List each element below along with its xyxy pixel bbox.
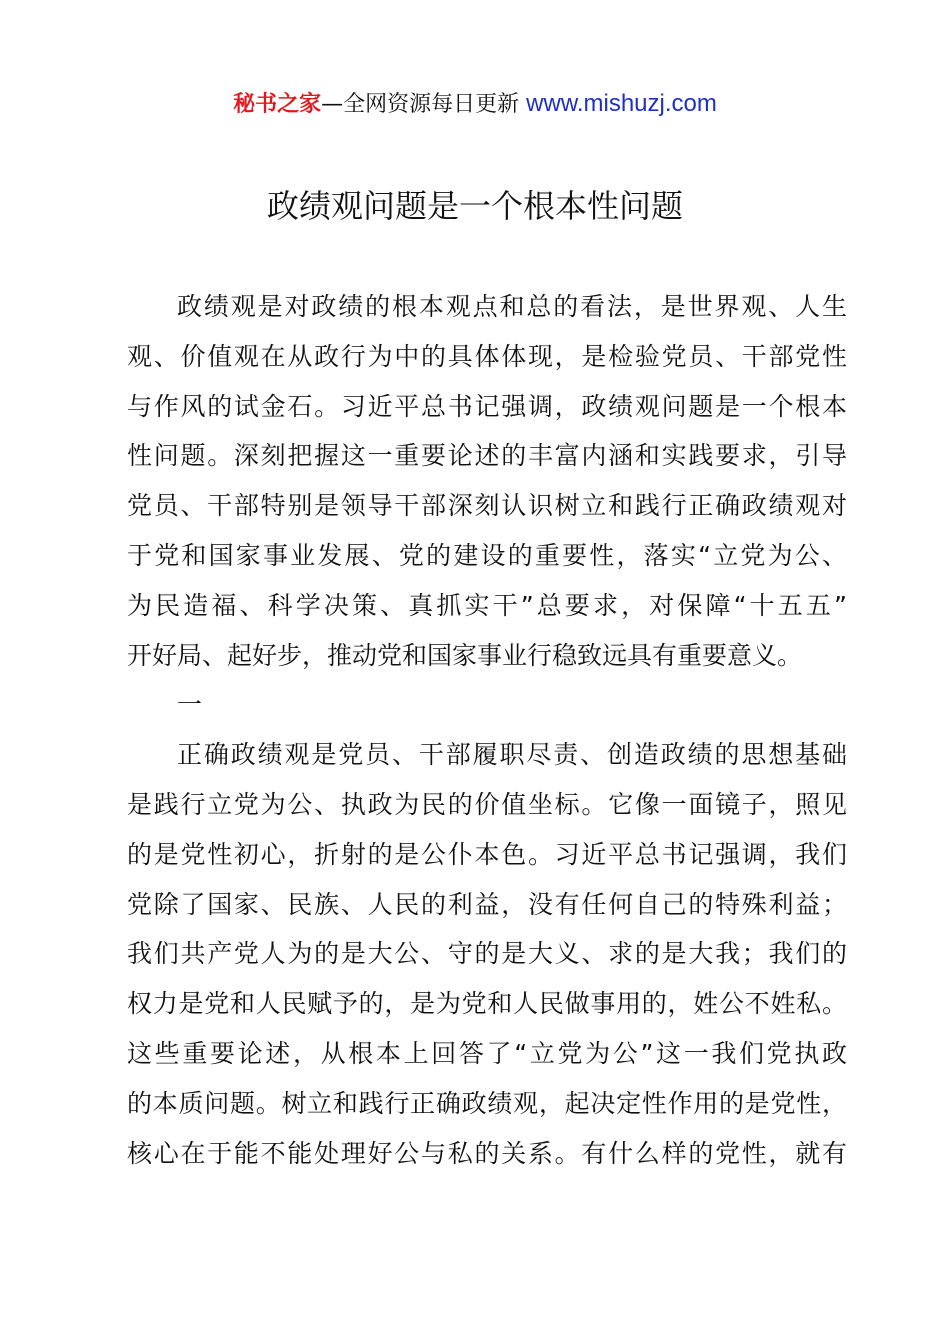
document-title: 政绩观问题是一个根本性问题 xyxy=(266,187,683,225)
paragraph-line: 的本质问题。树立和践行正确政绩观，起决定性作用的是党性， xyxy=(127,1088,847,1118)
paragraph-line: 性问题。深刻把握这一重要论述的丰富内涵和实践要求，引导 xyxy=(127,441,847,471)
paragraph-line: 这些重要论述，从根本上回答了“立党为公”这一我们党执政 xyxy=(127,1038,847,1068)
paragraph-line: 是践行立党为公、执政为民的价值坐标。它像一面镜子，照见 xyxy=(127,789,847,819)
site-url-link[interactable]: www.mishuzj.com xyxy=(526,90,717,117)
paragraph-line: 的是党性初心，折射的是公仆本色。习近平总书记强调，我们 xyxy=(127,839,847,869)
paragraph-2 xyxy=(127,730,847,1178)
paragraph-line: 与作风的试金石。习近平总书记强调，政绩观问题是一个根本 xyxy=(127,391,847,421)
paragraph-line: 于党和国家事业发展、党的建设的重要性，落实“立党为公、 xyxy=(127,540,847,570)
site-brand: 秘书之家 xyxy=(233,92,322,117)
paragraph-line: 核心在于能不能处理好公与私的关系。有什么样的党性，就有 xyxy=(127,1138,847,1168)
paragraph-line: 党除了国家、民族、人民的利益，没有任何自己的特殊利益； xyxy=(127,889,847,919)
paragraph-1 xyxy=(127,282,847,680)
paragraph-line: 我们共产党人为的是大公、守的是大义、求的是大我；我们的 xyxy=(127,939,847,969)
paragraph-line: 政绩观是对政绩的根本观点和总的看法，是世界观、人生 xyxy=(177,292,847,321)
paragraph-line: 权力是党和人民赋予的，是为党和人民做事用的，姓公不姓私。 xyxy=(127,989,847,1019)
document-body xyxy=(127,282,847,1178)
paragraph-line: 开好局、起好步，推动党和国家事业行稳致远具有重要意义。 xyxy=(127,640,803,670)
paragraph-line: 为民造福、科学决策、真抓实干”总要求，对保障“十五五” xyxy=(127,590,847,620)
paragraph-line: 党员、干部特别是领导干部深刻认识树立和践行正确政绩观对 xyxy=(127,491,847,521)
paragraph-line: 正确政绩观是党员、干部履职尽责、创造政绩的思想基础 xyxy=(177,740,847,770)
paragraph-line: 观、价值观在从政行为中的具体体现，是检验党员、干部党性 xyxy=(127,341,847,371)
section-heading: 一 xyxy=(177,690,203,720)
site-slogan: —全网资源每日更新 xyxy=(321,92,520,117)
site-header xyxy=(0,86,950,123)
